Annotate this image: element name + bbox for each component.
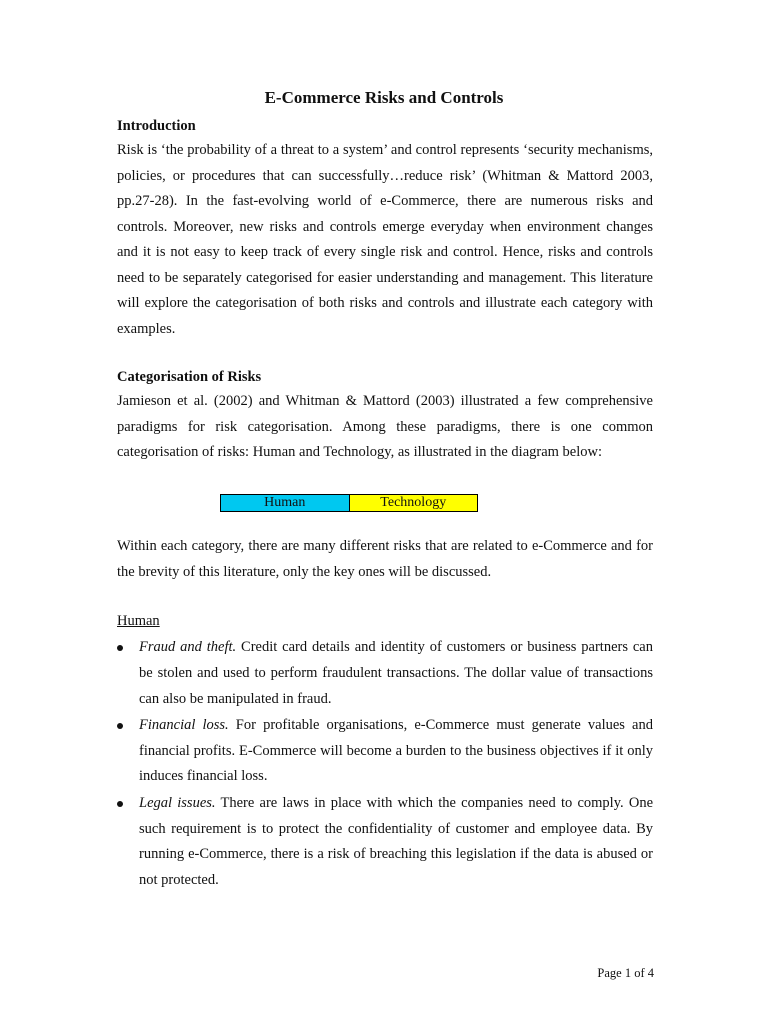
list-item (117, 635, 653, 712)
categorisation-paragraph: Jamieson et al. (2002) and Whitman & Mattord (2003) illustrated a few comprehensive paradigms for risk categorisation. Among these paradigms, there is one common categorisation of risks: Human and Technology, as illustrated in the diagram below: (117, 393, 653, 460)
document-title: E-Commerce Risks and Controls (264, 88, 504, 107)
bullet-term: Fraud and theft. (139, 639, 237, 655)
diagram-cell-technology: Technology (350, 495, 478, 511)
categorisation-heading: Categorisation of Risks (117, 369, 262, 385)
bullet-term: Financial loss. (139, 716, 229, 733)
bullet-text: For profitable organisations, e-Commerce must generate values and financial profits. E-Commerce will become a burden to the business objectives if it only induces financial loss. (139, 716, 653, 785)
human-subheading: Human (117, 613, 160, 629)
bullet-icon (117, 723, 123, 729)
bullet-icon (117, 645, 123, 651)
list-item (117, 791, 653, 894)
page-number: Page 1 of 4 (597, 966, 654, 980)
bullet-icon (117, 801, 123, 807)
list-item (117, 713, 653, 790)
introduction-paragraph: Risk is ‘the probability of a threat to a system’ and control represents ‘security mechanisms, policies, or procedures that can successfully…reduce risk’ (Whitman & Mattord 2003, pp.27-28). In the fast-evolving world of e-Commerce, there are numerous risks and controls. Moreover, new risks and controls emerge everyday when environment changes and it is not easy to keep track of every single risk and control. Hence, risks and controls need to be separately categorised for easier understanding and management. This literature will explore the categorisation of both risks and controls and illustrate each category with examples. (117, 142, 653, 337)
introduction-heading: Introduction (117, 118, 196, 134)
bullet-text: Credit card details and identity of customers or business partners can be stolen and used to perform fraudulent transactions. The dollar value of transactions can also be manipulated in fraud. (139, 639, 653, 707)
risk-category-diagram (220, 494, 478, 512)
diagram-cell-human: Human (221, 495, 350, 511)
after-diagram-paragraph: Within each category, there are many different risks that are related to e-Commerce and for the brevity of this literature, only the key ones will be discussed. (117, 538, 653, 580)
human-risk-list (117, 635, 653, 894)
bullet-term: Legal issues. (139, 794, 216, 811)
bullet-text: There are laws in place with which the companies need to comply. One such requirement is to protect the confidentiality of customer and employee data. By running e-Commerce, there is a risk of breaching this legislation if the data is abused or not protected. (139, 794, 654, 889)
